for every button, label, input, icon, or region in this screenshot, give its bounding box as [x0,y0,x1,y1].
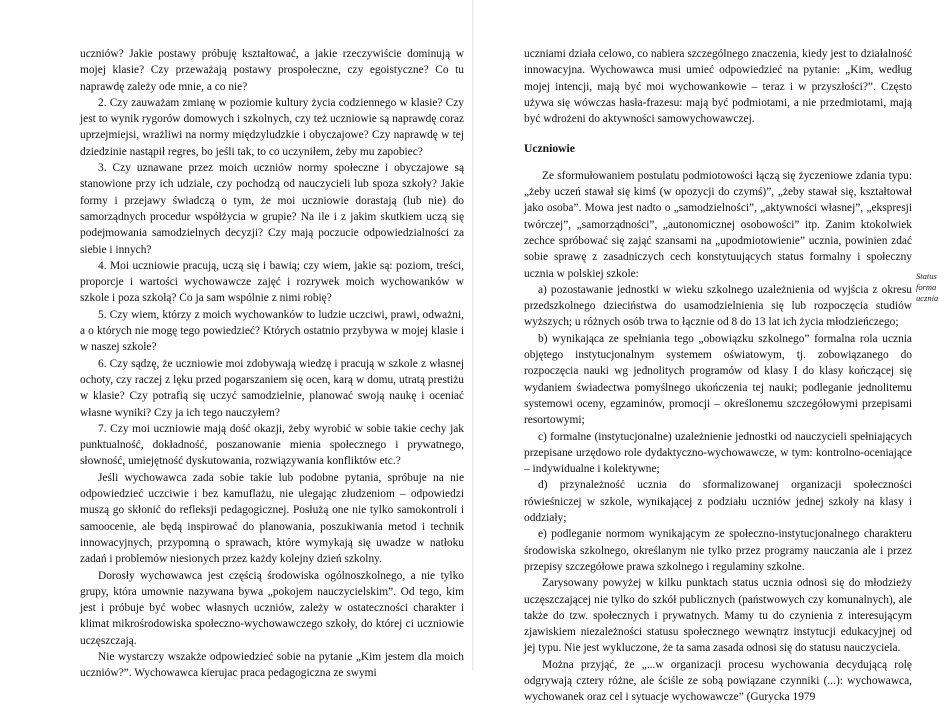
paragraph: c) formalne (instytucjonalne) uzależnienie jednostki od nauczycieli spełniających przepisane urzędowo role dydaktyczno-wychowawcze, w tym: kontrolno-oceniające – indywidualne i kolektywne; [524,430,912,476]
paragraph: 5. Czy wiem, którzy z moich wychowanków to ludzie uczciwi, prawi, odważni, a o których nie mogę tego powiedzieć? Których ostatnio przybywa w mojej klasie i w naszej szkole? [80,308,464,354]
margin-note-line: ucznia [916,293,939,303]
paragraph: 3. Czy uznawane przez moich uczniów normy społeczne i obyczajowe są stanowione przy ich udziale, czy pochodzą od nauczycieli lub spoza szkoły? Jakie formy i przejawy świadczą o tym, że moi uczniowie dorastają (lub nie) do samorządnych procedur współżycia w grupie? Na ile i z jakim skutkiem uczą się podejmowania samodzielnych decyzji? Czy mają poczucie odpowiedzialności za siebie i innych? [80,162,464,256]
paragraph: 2. Czy zauważam zmianę w poziomie kultury życia codziennego w klasie? Czy jest to wynik rygorów domowych i szkolnych, czy też uczniowie są naprawdę coraz uprzejmiejsi, wrażliwi na normy międzyludzkie i obyczajowe? Czy naprawdę w tej dziedzinie nastąpił regres, bo jeśli tak, to co uczyniłem, żeby mu zapobiec? [80,96,464,158]
margin-note [916,271,947,304]
paragraph: Jeśli wychowawca zada sobie takie lub podobne pytania, spróbuje na nie odpowiedzieć uczciwie i bez kamuflażu, nie ulegając złudzeniom – odpowiedzi muszą go skłonić do refleksji pedagogicznej. Posłużą one nie tylko samokontroli i samoocenie, ale będą inspirować do planowania, poszukiwania metod i technik innowacyjnych, przypomną o sprawach, które wymykają się uwadze w natłoku zadań i problemów niesionych przez każdy kolejny dzień szkolny. [80,471,464,566]
paragraph: e) podleganie normom wynikającym ze społeczno-instytucjonalnego charakteru środowiska szkolnego, określanym nie tylko przez programy nauczania ale i przez przepisy szczegółowe prawa szkolnego i regulaminy szkolne. [524,528,912,573]
right-page [474,0,947,704]
paragraph: Nie wystarczy wszakże odpowiedzieć sobie na pytanie „Kim jestem dla moich uczniów?”. Wychowawca kierujac praca pedagogiczna ze swymi [80,650,464,680]
paragraph: Można przyjąć, że „...w organizacji procesu wychowania decydującą rolę odgrywają cztery różne, ale ściśle ze sobą powiązane czynniki (...): wychowawca, wychowanek oraz cel i sytuacje wychowawcze” (Gurycka 1979 [524,658,912,704]
margin-note-line: Status [916,271,937,281]
paragraph: b) wynikająca ze spełniania tego „obowiązku szkolnego” formalna rola ucznia objętego instytucjonalnym systemem oświatowym, tj. zobowiązanego do rozpoczęcia nauki wg jednolitych programów od klasy I do klasy kończącej się wydaniem świadectwa pomyślnego ukończenia tej nauki; podleganie jednolitemu systemowi oceny, egzaminów, promocji – określonemu szczegółowymi przepisami resortowymi; [524,332,912,427]
paragraph: 7. Czy moi uczniowie mają dość okazji, żeby wyrobić w sobie takie cechy jak punktualność, dokładność, poszanowanie mienia społecznego i prywatnego, słowność, umiejętność dyskutowania, rozwiązywania konfliktów etc.? [80,422,464,468]
left-text-column [80,46,464,682]
paragraph: Ze sformułowaniem postulatu podmiotowości łączą się życzeniowe zdania typu: „żeby uczeń stawał się kimś (w opozycji do czymś)”, „żeby stawał się, kształtował jako osoba”. Mowa jest nadto o „samodzielności”, „aktywności własnej”, „ekspresji twórczej”, „samorządności”, „autonomicznej osobowości” itp. Zanim ktokolwiek zechce spróbować się zająć szansami na „upodmiotowienie” ucznia, powinien zdać sobie sprawę z zasadniczych cech konstytuujących status formalny i społeczny ucznia w polskiej szkole: [524,169,912,280]
right-text-column [524,46,912,706]
paragraph: Zarysowany powyżej w kilku punktach status ucznia odnosi się do młodzieży uczęszczającej nie tylko do szkół publicznych (państwowych czy komunalnych), ale także do tzw. społecznych i prywatnych. Mamy tu do czynienia z interesującym zjawiskiem niezależności statusu społecznego wewnątrz instytucji edukacyjnej od jej typu. Nie jest wykluczone, że ta sama zasada odnosi się do statusu nauczyciela. [524,577,912,655]
paragraph: uczniami działa celowo, co nabiera szczególnego znaczenia, kiedy jest to działalność innowacyjna. Wychowawca musi umieć odpowiedzieć na pytanie: „Kim, według mojej intencji, mają być moi wychowankowie – teraz i w przyszłości?”. Często używa się wówczas hasła-frazesu: mają być podmiotami, a nie przedmiotami, mają być wdrożeni do aktywności samowychowawczej. [524,48,912,126]
paragraph: uczniów? Jakie postawy próbuję kształtować, a jakie rzeczywiście dominują w mojej klasie? Czy przeważają postawy prospołeczne, czy egoistyczne? Co tu naprawdę zależy ode mnie, a co nie? [80,48,464,93]
margin-note-line: forma [916,282,937,292]
paragraph: 6. Czy sądzę, że uczniowie moi zdobywają wiedzę i pracują w szkole z własnej ochoty, czy raczej z lęku przed pogarszaniem się ocen, karą w domu, utratą prestiżu w klasie? Czy potrafią się uczyć samodzielnie, planować swoją naukę i oceniać własne wyniki? Czy ja ich tego nauczyłem? [80,357,464,419]
paragraph: d) przynależność ucznia do sformalizowanej organizacji społeczności rówieśniczej w szkole, wynikającej z podziału uczniów jednej szkoły na klasy i oddziały; [524,479,912,525]
section-heading: Uczniowie [524,142,575,156]
left-page [0,0,473,680]
paragraph: Dorosły wychowawca jest częścią środowiska ogólnoszkolnego, a nie tylko grupy, która umownie nazywana bywa „pokojem nauczycielskim”. Od tego, kim jest i próbuje być wobec własnych uczniów, zależy w ostateczności charakter i klimat mikrośrodowiska społeczno-wychowawczego szkoły, do której ci uczniowie uczęszczają. [80,569,464,647]
paragraph: 4. Moi uczniowie pracują, uczą się i bawią; czy wiem, jakie są: poziom, treści, proporcje i wartości wychowawcze zajęć i rozrywek moich wychowanków w szkole i poza szkołą? Co ja sam wspólnie z nimi robię? [80,259,464,305]
paragraph: a) pozostawanie jednostki w wieku szkolnego uzależnienia od wyjścia z okresu przedszkolnego dzieciństwa do usamodzielnienia się lub rozpoczęcia studiów wyższych; u różnych osób trwa to łącznie od 8 do 13 lat ich życia młodzieńczego; [524,283,912,329]
